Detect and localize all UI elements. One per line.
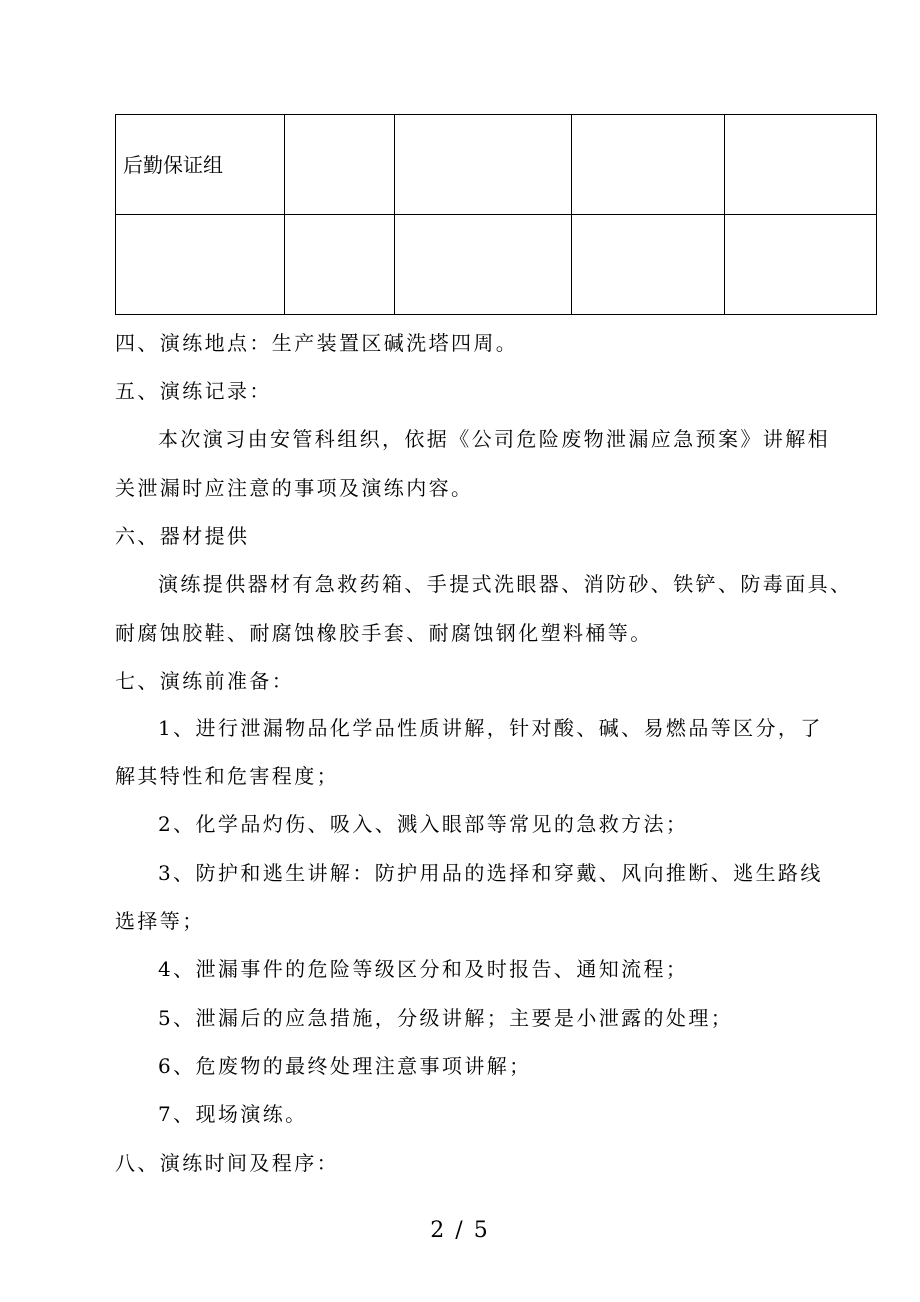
table-cell — [395, 115, 572, 215]
section-6-paragraph-line-2: 耐腐蚀胶鞋、耐腐蚀橡胶手套、耐腐蚀钢化塑料桶等。 — [115, 621, 653, 645]
staff-table — [115, 114, 877, 315]
table-cell — [572, 215, 725, 315]
table-cell — [395, 215, 572, 315]
prep-item-1-line-2: 解其特性和危害程度； — [115, 764, 339, 788]
table-cell — [285, 215, 395, 315]
prep-item-6: 6、危废物的最终处理注意事项讲解； — [158, 1054, 532, 1078]
section-5-paragraph-line-2: 关泄漏时应注意的事项及演练内容。 — [115, 476, 474, 500]
table-cell — [572, 115, 725, 215]
section-6-paragraph-line-1: 演练提供器材有急救药箱、手提式洗眼器、消防砂、铁铲、防毒面具、 — [158, 572, 853, 596]
table-cell — [725, 115, 877, 215]
table-row — [116, 215, 877, 315]
section-6-heading: 六、器材提供 — [115, 524, 250, 548]
prep-item-3-line-2: 选择等； — [115, 909, 205, 933]
prep-item-7: 7、现场演练。 — [158, 1102, 308, 1126]
table-cell — [116, 215, 285, 315]
section-5-heading: 五、演练记录： — [115, 379, 272, 403]
section-7-heading: 七、演练前准备： — [115, 669, 295, 693]
section-5-paragraph-line-1: 本次演习由安管科组织，依据《公司危险废物泄漏应急预案》讲解相 — [158, 427, 830, 451]
table-cell — [285, 115, 395, 215]
prep-item-2: 2、化学品灼伤、吸入、溅入眼部等常见的急救方法； — [158, 812, 689, 836]
section-4-location: 四、演练地点：生产装置区碱洗塔四周。 — [115, 331, 519, 355]
table-cell: 后勤保证组 — [116, 115, 285, 215]
section-8-heading: 八、演练时间及程序： — [115, 1151, 339, 1175]
page-number: 2 / 5 — [430, 1218, 490, 1243]
table-cell — [725, 215, 877, 315]
table-row — [116, 115, 877, 215]
prep-item-5: 5、泄漏后的应急措施，分级讲解；主要是小泄露的处理； — [158, 1006, 734, 1030]
prep-item-4: 4、泄漏事件的危险等级区分和及时报告、通知流程； — [158, 957, 689, 981]
prep-item-3-line-1: 3、防护和逃生讲解：防护用品的选择和穿戴、风向推断、逃生路线 — [158, 861, 823, 885]
prep-item-1-line-1: 1、进行泄漏物品化学品性质讲解，针对酸、碱、易燃品等区分，了 — [158, 716, 823, 740]
